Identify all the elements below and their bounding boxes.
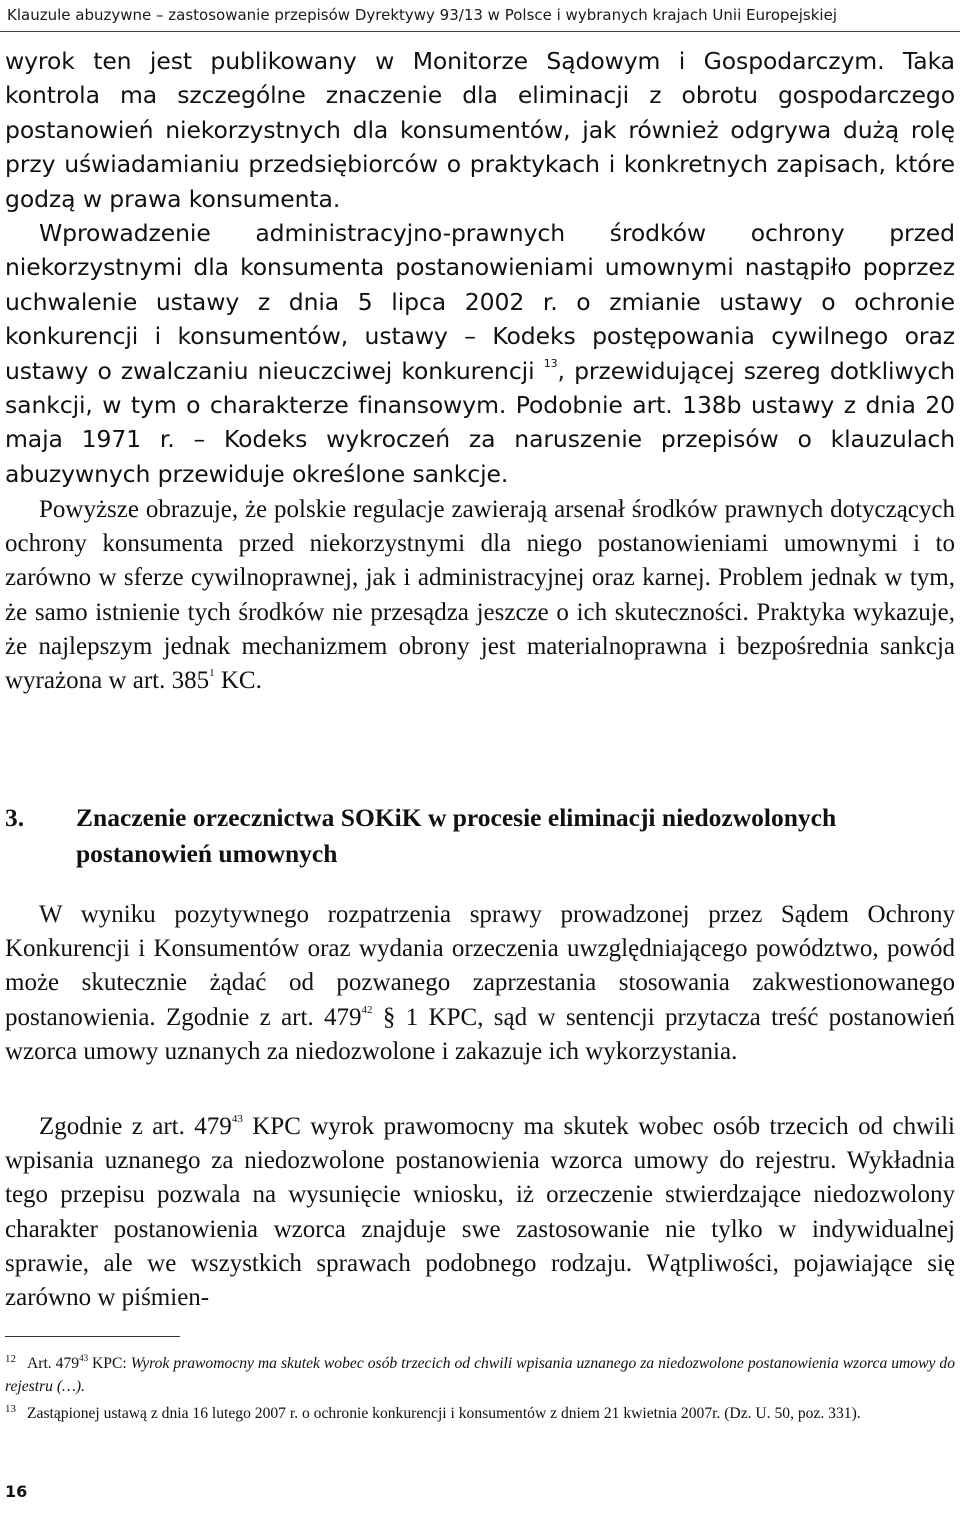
footnote-12-kpc: KPC:	[88, 1355, 131, 1372]
section-number: 3.	[5, 803, 25, 832]
superscript-42: 42	[361, 1003, 373, 1016]
footnote-rule	[5, 1336, 180, 1337]
superscript-1: 1	[209, 667, 215, 680]
paragraph-5	[5, 1110, 955, 1315]
footnote-12	[5, 1348, 955, 1398]
paragraph-5-text-b: KPC wyrok prawomocny ma skutek wobec osób trzecich od chwili wpisania uznanego za niedozwolone postanowienia wzorca umowy do rejestru. Wykładnia tego przepisu pozwala na wysunięcie wniosku, iż orzeczenie stwierdzające niedozwolony charakter postanowienia wzorca znajduje swe zastosowanie nie tylko w indywidualnej sprawie, ale we wszystkich sprawach podobnego rodzaju. Wątpliwości, pojawiające się zarówno w piśmien-	[5, 1113, 955, 1312]
paragraph-5-text-a: Zgodnie z art. 479	[39, 1113, 232, 1140]
footnote-12-sup: 43	[79, 1353, 89, 1363]
paragraph-2-text-b: , przewidującej szereg dotkliwych sankcji, w tym o charakterze finansowym. Podobnie art. 138b ustawy z dnia 20 maja 1971 r. – Kodeks wykroczeń za naruszenie przepisów o klauzulach abuzywnych przewiduje określone sankcje.	[5, 356, 955, 488]
footnote-ref-13: 13	[543, 356, 558, 370]
header-rule	[0, 31, 960, 32]
footnote-13-text: Zastąpionej ustawą z dnia 16 lutego 2007 r. o ochronie konkurencji i konsumentów z dniem 21 kwietnia 2007r. (Dz. U. 50, poz. 331).	[27, 1405, 861, 1422]
paragraph-2-text-a: Wprowadzenie administracyjno-prawnych środków ochrony przed niekorzystnymi dla konsumenta postanowieniami umownymi nastąpiło poprzez uchwalenie ustawy z dnia 5 lipca 2002 r. o zmianie ustawy o ochronie konkurencji i konsumentów, ustawy – Kodeks postępowania cywilnego oraz ustawy o zwalczaniu nieuczciwej konkurencji	[5, 219, 955, 385]
paragraph-3-text-a: Powyższe obrazuje, że polskie regulacje zawierają arsenał środków prawnych dotyczących ochrony konsumenta przed niekorzystnymi dla niego postanowieniami umownymi i to zarówno w sferze cywilnoprawnej, jak i administracyjnej oraz karnej. Problem jednak w tym, że samo istnienie tych środków nie przesądza jeszcze o ich skuteczności. Praktyka wykazuje, że najlepszym jednak mechanizmem obrony jest materialnoprawna i bezpośrednia sankcja wyrażona w art. 385	[5, 496, 955, 695]
superscript-43: 43	[231, 1113, 243, 1125]
section-title: Znaczenie orzecznictwa SOKiK w procesie eliminacji niedozwolonych postanowień umownych	[76, 803, 837, 868]
paragraph-3	[5, 493, 955, 698]
paragraph-4-text-b: § 1 KPC, sąd w sentencji przytacza treść postanowień wzorca umowy uznanych za niedozwolone i zakazuje ich wykorzystania.	[5, 1003, 956, 1065]
footnote-12-lead: Art. 479	[27, 1355, 80, 1372]
footnotes	[5, 1348, 955, 1425]
section-heading	[5, 800, 955, 872]
running-header: Klauzule abuzywne – zastosowanie przepisów Dyrektywy 93/13 w Polsce i wybranych krajach Unii Europejskiej	[7, 6, 837, 24]
footnote-13-number: 13	[5, 1403, 16, 1415]
paragraph-1: wyrok ten jest publikowany w Monitorze Sądowym i Gospodarczym. Taka kontrola ma szczególne znaczenie dla eliminacji z obrotu gospodarczego postanowień niekorzystnych dla konsumentów, jak również odgrywa dużą rolę przy uświadamianiu przedsiębiorców o praktykach i konkretnych zapisach, które godzą w prawa konsumenta.	[5, 47, 955, 213]
paragraph-3-text-b: KC.	[214, 667, 262, 695]
footnote-12-quote: Wyrok prawomocny ma skutek wobec osób trzecich od chwili wpisania uznanego za niedozwolone postanowienia wzorca umowy do rejestru (…).	[5, 1355, 955, 1395]
page-number: 16	[5, 1482, 28, 1501]
paragraph-2	[5, 216, 955, 491]
paragraph-4-text-a: W wyniku pozytywnego rozpatrzenia sprawy prowadzonej przez Sądem Ochrony Konkurencji i Konsumentów oraz wydania orzeczenia uwzględniającego powództwo, powód może skutecznie żądać od pozwanego zaprzestania stosowania zakwestionowanego postanowienia. Zgodnie z art. 479	[5, 901, 955, 1031]
paragraph-4	[5, 898, 955, 1069]
footnote-12-number: 12	[5, 1353, 16, 1365]
footnote-13	[5, 1398, 955, 1425]
